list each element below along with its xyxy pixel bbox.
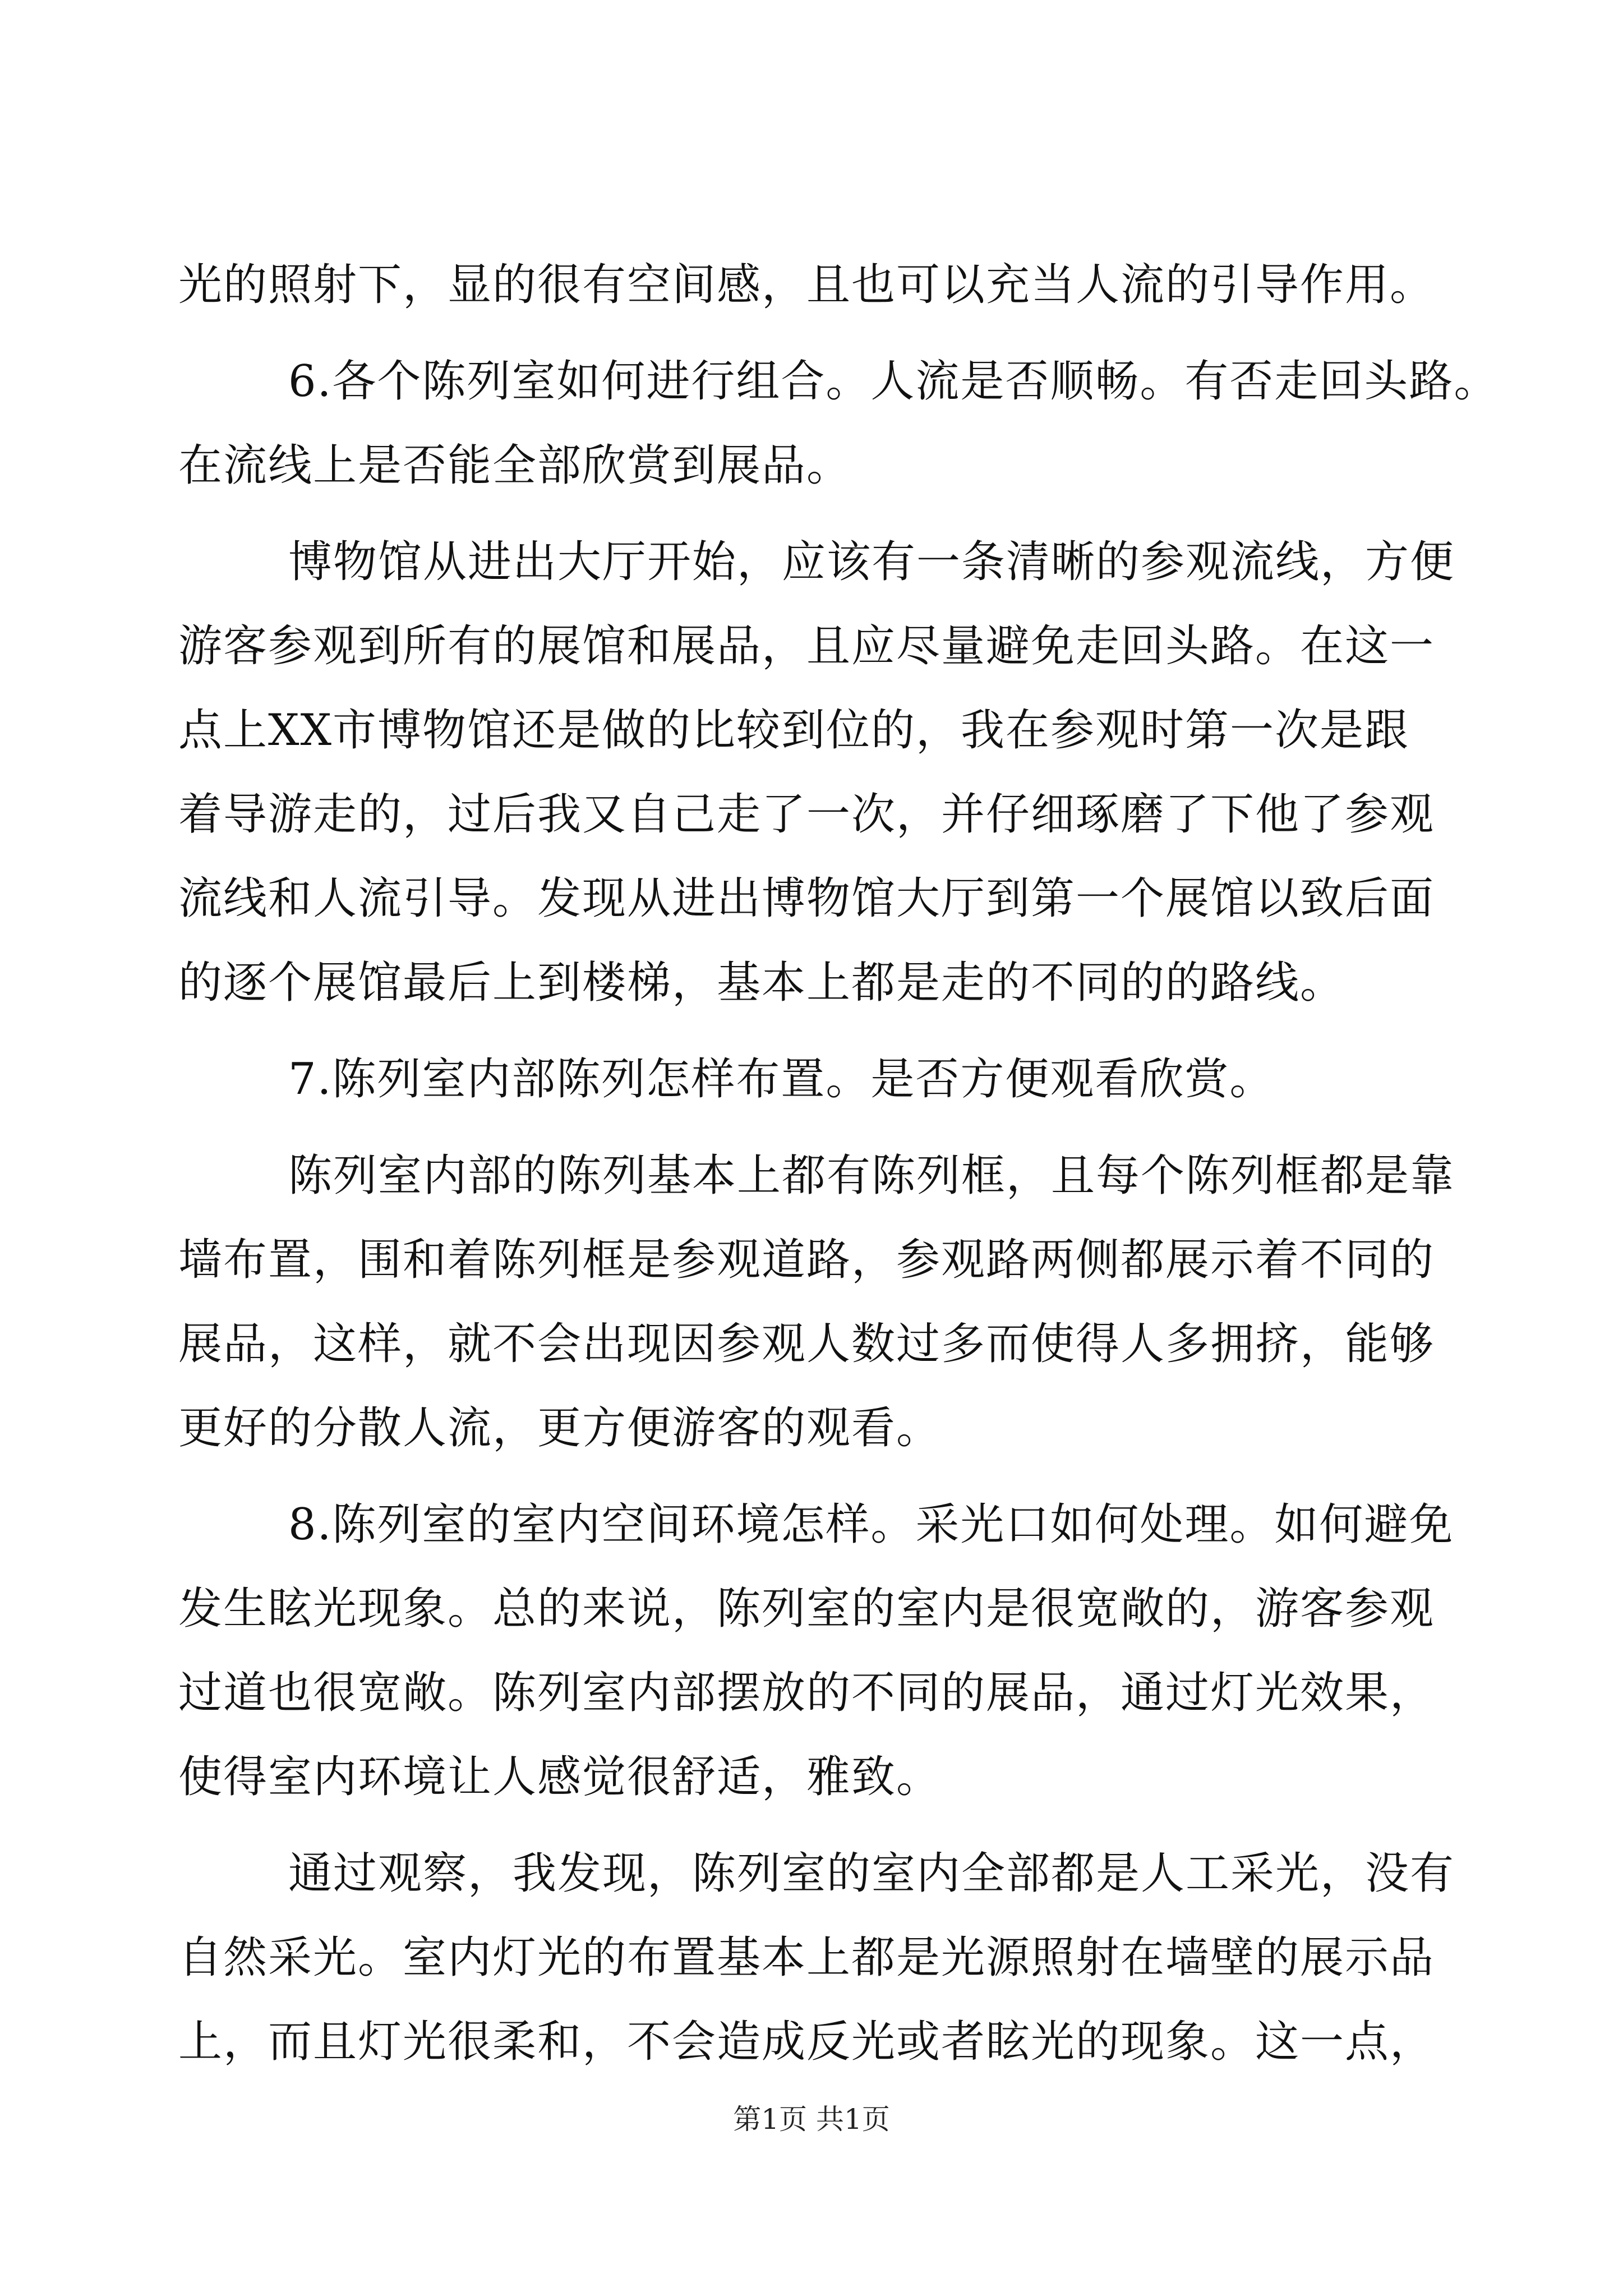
text-line: 在流线上是否能全部欣赏到展品。 bbox=[178, 440, 852, 491]
text-line: 7.陈列室内部陈列怎样布置。是否方便观看欣赏。 bbox=[288, 1054, 1275, 1105]
text-line: 陈列室内部的陈列基本上都有陈列框，且每个陈列框都是靠 bbox=[288, 1151, 1455, 1201]
text-line: 点上XX市博物馆还是做的比较到位的，我在参观时第一次是跟 bbox=[178, 705, 1410, 756]
text-line: 更好的分散人流，更方便游客的观看。 bbox=[178, 1403, 942, 1453]
text-line: 通过观察，我发现，陈列室的室内全部都是人工采光，没有 bbox=[288, 1848, 1455, 1899]
text-line: 发生眩光现象。总的来说，陈列室的室内是很宽敞的，游客参观 bbox=[178, 1584, 1435, 1634]
text-line: 上，而且灯光很柔和，不会造成反光或者眩光的现象。这一点， bbox=[178, 2017, 1435, 2067]
page-footer: 第1页 共1页 bbox=[733, 2103, 890, 2136]
text-line: 6.各个陈列室如何进行组合。人流是否顺畅。有否走回头路。 bbox=[288, 356, 1499, 407]
text-line: 游客参观到所有的展馆和展品，且应尽量避免走回头路。在这一 bbox=[178, 621, 1435, 671]
text-line: 的逐个展馆最后上到楼梯，基本上都是走的不同的的路线。 bbox=[178, 958, 1345, 1008]
text-line: 使得室内环境让人感觉很舒适，雅致。 bbox=[178, 1752, 942, 1802]
text-line: 8.陈列室的室内空间环境怎样。采光口如何处理。如何避免 bbox=[288, 1499, 1454, 1550]
text-line: 展品，这样，就不会出现因参观人数过多而使得人多拥挤，能够 bbox=[178, 1319, 1435, 1369]
text-line: 光的照射下，显的很有空间感，且也可以充当人流的引导作用。 bbox=[178, 260, 1435, 310]
text-line: 墙布置，围和着陈列框是参观道路，参观路两侧都展示着不同的 bbox=[178, 1235, 1435, 1285]
text-line: 流线和人流引导。发现从进出博物馆大厅到第一个展馆以致后面 bbox=[178, 873, 1435, 924]
text-line: 博物馆从进出大厅开始，应该有一条清晰的参观流线，方便 bbox=[288, 537, 1455, 587]
text-line: 着导游走的，过后我又自己走了一次，并仔细琢磨了下他了参观 bbox=[178, 789, 1435, 840]
text-line: 过道也很宽敞。陈列室内部摆放的不同的展品，通过灯光效果， bbox=[178, 1668, 1435, 1718]
text-line: 自然采光。室内灯光的布置基本上都是光源照射在墙壁的展示品 bbox=[178, 1932, 1435, 1983]
